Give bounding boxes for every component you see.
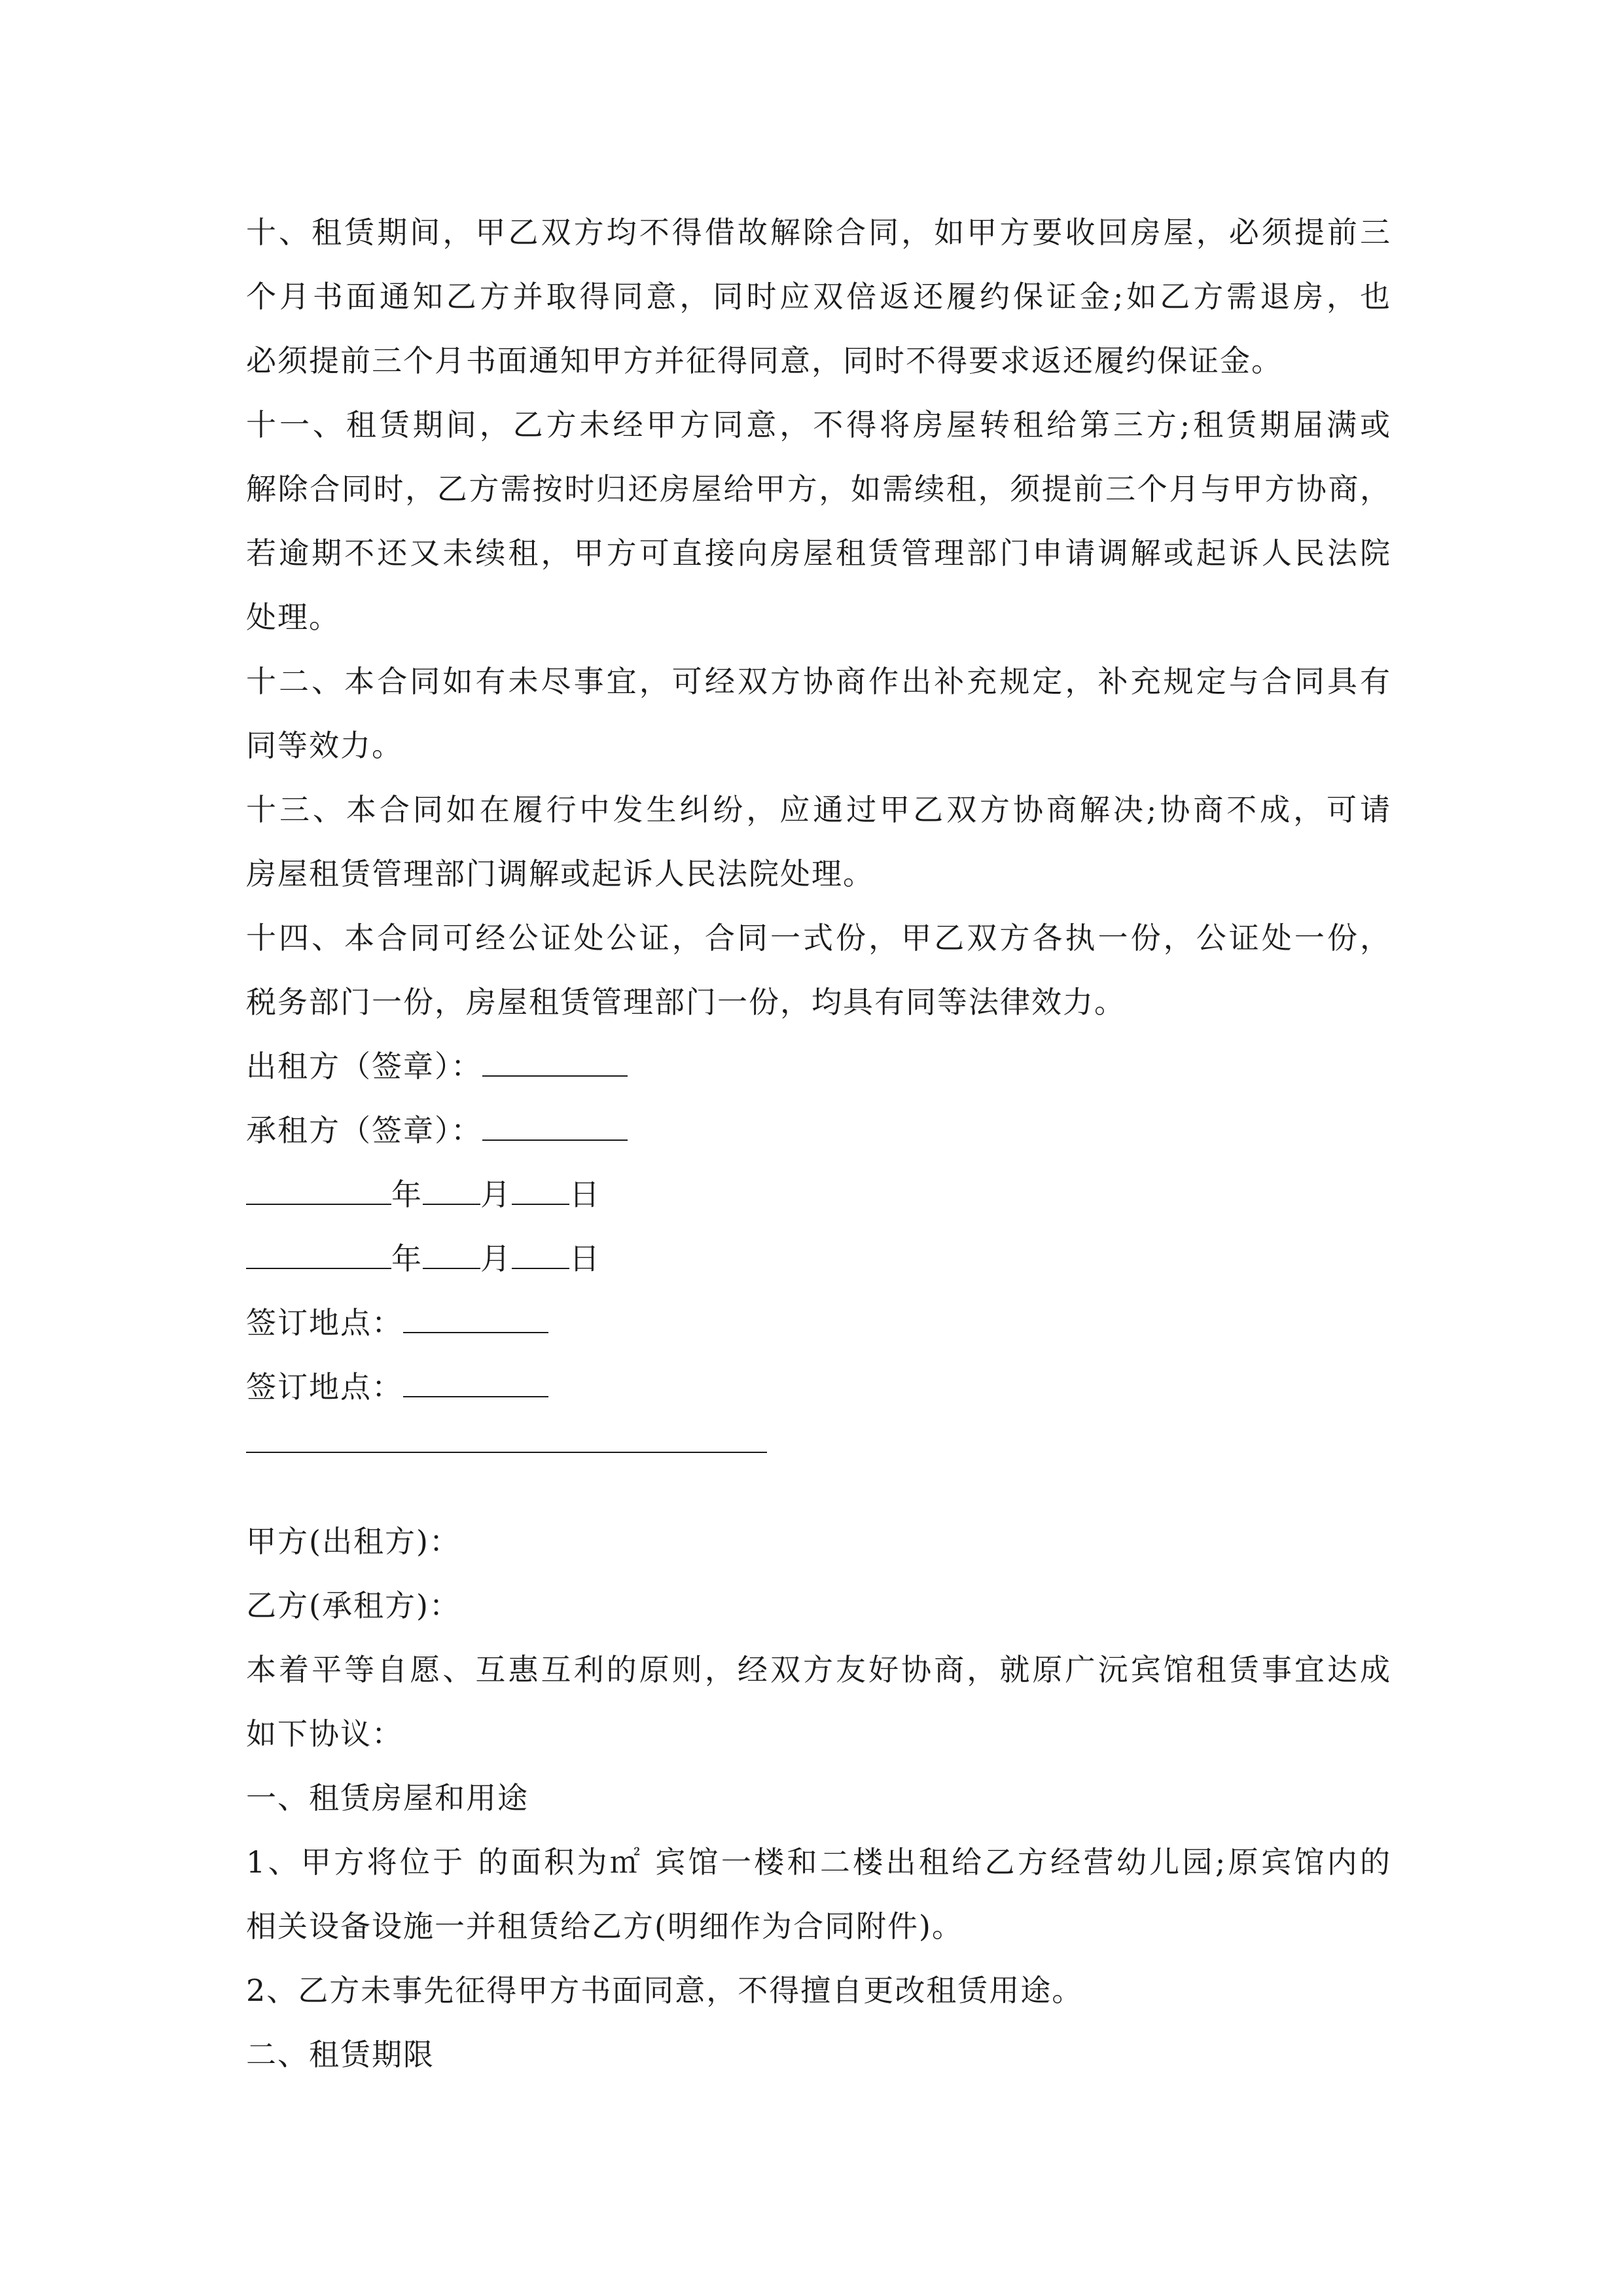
year-blank[interactable] bbox=[246, 1170, 391, 1205]
clause-11-line-4: 处理。 bbox=[246, 600, 340, 635]
lessor-signature-row bbox=[246, 1034, 1391, 1098]
signing-place-blank[interactable] bbox=[403, 1362, 548, 1397]
lessor-signature-label: 出租方（签章）： bbox=[246, 1049, 482, 1084]
lessee-signature-blank[interactable] bbox=[482, 1105, 628, 1141]
item-2: 2、乙方未事先征得甲方书面同意，不得擅自更改租赁用途。 bbox=[246, 1973, 1084, 2008]
clause-14 bbox=[246, 906, 1391, 1034]
month-label: 月 bbox=[480, 1241, 512, 1276]
signing-place-row-1 bbox=[246, 1291, 1391, 1355]
month-blank[interactable] bbox=[423, 1234, 480, 1269]
clause-14-line-1: 十四、本合同可经公证处公证，合同一式份，甲乙双方各执一份，公证处一份， bbox=[246, 920, 1391, 956]
signing-place-row-2 bbox=[246, 1355, 1391, 1419]
day-blank[interactable] bbox=[512, 1170, 569, 1205]
clause-13-line-2: 房屋租赁管理部门调解或起诉人民法院处理。 bbox=[246, 856, 874, 891]
item-1-line-2: 相关设备设施一并租赁给乙方(明细作为合同附件)。 bbox=[246, 1909, 963, 1944]
signing-place-blank[interactable] bbox=[403, 1298, 548, 1333]
clause-10-line-2: 个月书面通知乙方并取得同意，同时应双倍返还履约保证金;如乙方需退房，也 bbox=[246, 279, 1391, 314]
day-label: 日 bbox=[569, 1241, 601, 1276]
lessor-signature-blank[interactable] bbox=[482, 1041, 628, 1077]
date-row-2 bbox=[246, 1227, 1391, 1291]
clause-10-line-1: 十、租赁期间，甲乙双方均不得借故解除合同，如甲方要收回房屋，必须提前三 bbox=[246, 215, 1391, 250]
year-blank[interactable] bbox=[246, 1234, 391, 1269]
day-blank[interactable] bbox=[512, 1234, 569, 1269]
signing-place-label: 签订地点： bbox=[246, 1305, 403, 1340]
clause-13 bbox=[246, 778, 1391, 906]
clause-10-line-3: 必须提前三个月书面通知甲方并征得同意，同时不得要求返还履约保证金。 bbox=[246, 343, 1283, 378]
party-b-label: 乙方(承租方)： bbox=[246, 1588, 461, 1623]
contract-body bbox=[246, 200, 1391, 2087]
clause-12 bbox=[246, 649, 1391, 778]
second-contract bbox=[246, 1509, 1391, 2087]
clause-11-line-3: 若逾期不还又未续租，甲方可直接向房屋租赁管理部门申请调解或起诉人民法院 bbox=[246, 535, 1391, 571]
year-label: 年 bbox=[391, 1177, 423, 1212]
lessee-signature-label: 承租方（签章）： bbox=[246, 1113, 482, 1148]
clause-11-line-1: 十一、租赁期间，乙方未经甲方同意，不得将房屋转租给第三方;租赁期届满或 bbox=[246, 407, 1391, 442]
section-divider bbox=[246, 1419, 1391, 1483]
clause-13-line-1: 十三、本合同如在履行中发生纠纷，应通过甲乙双方协商解决;协商不成，可请 bbox=[246, 792, 1391, 827]
year-label: 年 bbox=[391, 1241, 423, 1276]
signing-place-label: 签订地点： bbox=[246, 1369, 403, 1405]
clause-11-line-2: 解除合同时，乙方需按时归还房屋给甲方，如需续租，须提前三个月与甲方协商， bbox=[246, 471, 1391, 507]
preamble-line-1: 本着平等自愿、互惠互利的原则，经双方友好协商，就原广沅宾馆租赁事宜达成 bbox=[246, 1652, 1391, 1687]
section-1-title: 一、租赁房屋和用途 bbox=[246, 1780, 529, 1816]
item-1-line-1: 1、甲方将位于 的面积为㎡ 宾馆一楼和二楼出租给乙方经营幼儿园;原宾馆内的 bbox=[246, 1844, 1391, 1880]
divider-rule bbox=[246, 1452, 767, 1453]
party-a-label: 甲方(出租方)： bbox=[246, 1524, 461, 1559]
clause-12-line-2: 同等效力。 bbox=[246, 728, 403, 763]
clause-10 bbox=[246, 200, 1391, 393]
signature-block bbox=[246, 1034, 1391, 1419]
preamble-line-2: 如下协议： bbox=[246, 1716, 403, 1751]
lessee-signature-row bbox=[246, 1098, 1391, 1162]
clause-11 bbox=[246, 393, 1391, 649]
month-label: 月 bbox=[480, 1177, 512, 1212]
clause-12-line-1: 十二、本合同如有未尽事宜，可经双方协商作出补充规定，补充规定与合同具有 bbox=[246, 664, 1391, 699]
day-label: 日 bbox=[569, 1177, 601, 1212]
clause-14-line-2: 税务部门一份，房屋租赁管理部门一份，均具有同等法律效力。 bbox=[246, 984, 1126, 1020]
month-blank[interactable] bbox=[423, 1170, 480, 1205]
divider-gap bbox=[246, 1483, 1391, 1509]
date-row-1 bbox=[246, 1162, 1391, 1227]
section-2-title: 二、租赁期限 bbox=[246, 2037, 435, 2072]
